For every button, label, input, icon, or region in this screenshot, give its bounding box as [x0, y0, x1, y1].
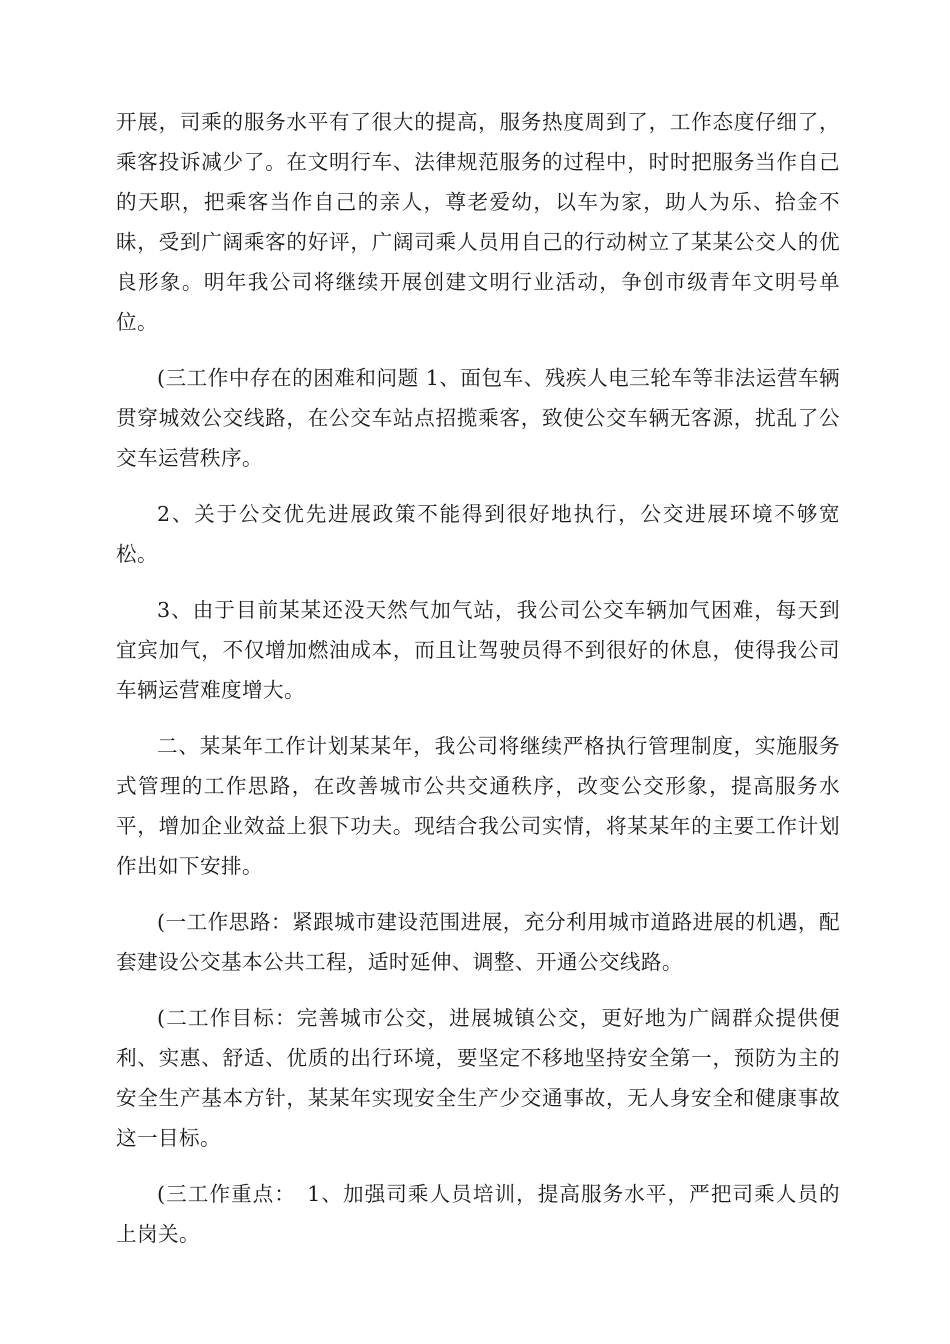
- paragraph-difficulties: (三工作中存在的困难和问题 1、面包车、残疾人电三轮车等非法运营车辆贯穿城效公交线路，在公交车站点招揽乘客，致使公交车辆无客源，扰乱了公交车运营秩序。: [116, 366, 840, 470]
- paragraph-work-goal: (二工作目标：完善城市公交，进展城镇公交，更好地为广阔群众提供便利、实惠、舒适、优质的出行环境，要坚定不移地坚持安全第一，预防为主的安全生产基本方针，某某年实现安全生产少交通事故，无人身安全和健康事故这一目标。: [116, 1006, 840, 1150]
- paragraph-work-plan: 二、某某年工作计划某某年，我公司将继续严格执行管理制度，实施服务式管理的工作思路，在改善城市公共交通秩序，改变公交形象，提高服务水平，增加企业效益上狠下功夫。现结合我公司实情，将某某年的主要工作计划作出如下安排。: [116, 734, 840, 878]
- paragraph-continuation: 开展，司乘的服务水平有了很大的提高，服务热度周到了，工作态度仔细了，乘客投诉减少了。在文明行车、法律规范服务的过程中，时时把服务当作自己的天职，把乘客当作自己的亲人，尊老爱幼，以车为家，助人为乐、拾金不昧，受到广阔乘客的好评，广阔司乘人员用自己的行动树立了某某公交人的优良形象。明年我公司将继续开展创建文明行业活动，争创市级青年文明号单位。: [116, 110, 840, 334]
- paragraph-work-approach: (一工作思路：紧跟城市建设范围进展，充分利用城市道路进展的机遇，配套建设公交基本公共工程，适时延伸、调整、开通公交线路。: [116, 910, 840, 974]
- paragraph-item-3: 3、由于目前某某还没天然气加气站，我公司公交车辆加气困难，每天到宜宾加气，不仅增加燃油成本，而且让驾驶员得不到很好的休息，使得我公司车辆运营难度增大。: [116, 598, 840, 702]
- paragraph-work-focus: (三工作重点： 1、加强司乘人员培训，提高服务水平，严把司乘人员的上岗关。: [116, 1182, 840, 1246]
- document-body: [116, 102, 840, 1270]
- paragraph-item-2: 2、关于公交优先进展政策不能得到很好地执行，公交进展环境不够宽松。: [116, 502, 840, 566]
